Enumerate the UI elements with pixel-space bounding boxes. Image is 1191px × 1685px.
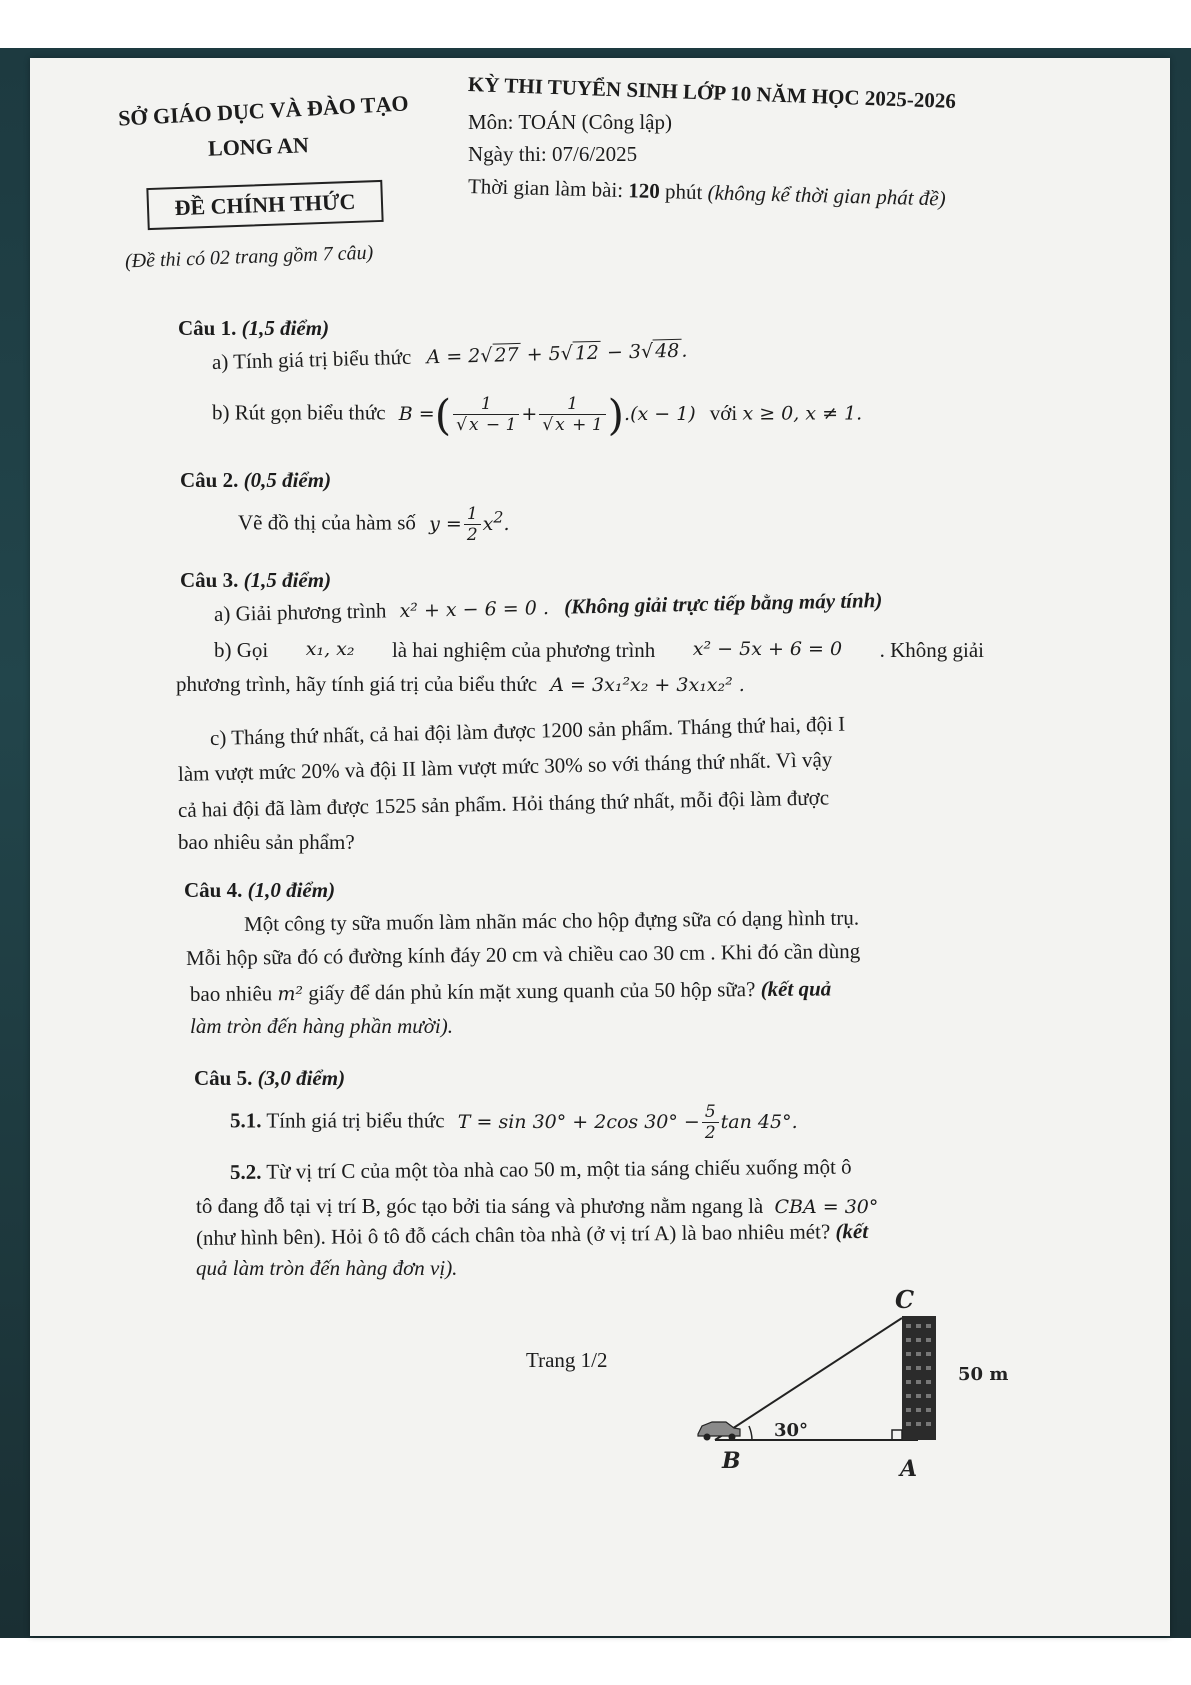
subject-text: Môn: TOÁN (Công lập) [468,110,672,134]
q5-2-label: 5.2. [229,1159,262,1184]
exam-time [468,174,946,211]
q5-points: (3,0 điểm) [257,1066,346,1090]
q1b-frac1-root: x [468,415,479,435]
q1b-condition: x ≥ 0, x ≠ 1. [742,402,863,425]
exam-subject [468,110,672,135]
q5-1-num: 5 [702,1102,719,1123]
q3b-pre: b) Gọi [214,638,269,662]
q1b-plus: + [521,402,538,425]
q3a [214,588,883,627]
q2-body [238,504,510,545]
q3-heading [180,568,331,593]
q4-line2: Mỗi hộp sữa đó có đường kính đáy 20 cm và chiều cao 30 cm . Khi đó cần dùng [185,938,861,970]
q1a-expression: A = 2√27 + 5√12 − 3√48. [426,339,688,369]
time-unit: phút [659,179,708,205]
q2-end: . [503,512,510,535]
q2-text: Vẽ đồ thị của hàm số [238,510,416,535]
official-label: ĐỀ CHÍNH THỨC [174,188,356,221]
q5-label: Câu 5. [194,1066,253,1090]
q1b-frac2-num: 1 [539,394,605,415]
q3b-equation: x² − 5x + 6 = 0 [692,638,843,660]
q5-2-note: (kết [835,1218,869,1244]
q3b-line2-text: phương trình, hãy tính giá trị của biểu thức [176,672,538,696]
exam-title: KỲ THI TUYỂN SINH LỚP 10 NĂM HỌC 2025-2026 [467,72,957,114]
q1a-A: A = 2 [426,344,481,369]
q3c-line1: c) Tháng thứ nhất, cả hai đội làm được 1200 sản phẩm. Tháng thứ hai, đội I [209,711,846,750]
q2-sup: 2 [493,507,504,527]
q5-2-line1 [230,1155,852,1185]
q1b-frac2-den: √ x + 1 [542,415,603,435]
q2-expression [429,504,510,545]
exam-paper [30,58,1170,1636]
q5-2-line3-text: (như hình bên). Hỏi ô tô đỗ cách chân tòa nhà (ở vị trí A) là bao nhiêu mét? [195,1219,831,1250]
height-label: 50 m [958,1364,1009,1385]
q3b-vars: x₁, x₂ [305,638,355,660]
q3c-line4: bao nhiêu sản phẩm? [178,830,355,854]
official-box [146,180,383,230]
q1-label: Câu 1. [178,316,237,340]
angle-arc [749,1426,752,1440]
q5-heading [194,1066,345,1091]
q4-line3 [190,976,831,1007]
q1a-root2: 12 [572,341,601,365]
q1-points: (1,5 điểm) [241,316,330,340]
department-name: SỞ GIÁO DỤC VÀ ĐÀO TẠO [117,90,410,131]
q5-1-expr: T = sin 30° + 2cos 30° − [457,1110,700,1133]
q2-heading [180,468,331,493]
q1b-frac2 [539,394,605,435]
q3c-line2: làm vượt mức 20% và đội II làm vượt mức 30% so với tháng thứ nhất. Vì vậy [177,747,833,786]
q1a-root1: 27 [492,343,521,367]
q3b-end: . Không giải [879,638,984,662]
q2-frac [464,504,481,545]
time-note: (không kể thời gian phát đề) [707,180,946,211]
angle-label: 30° [774,1420,809,1441]
q1b-frac2-tail: + 1 [566,415,603,435]
q3a-note: (Không giải trực tiếp bằng máy tính) [563,588,883,619]
q5-2-line2 [196,1194,878,1219]
q1a-text: a) Tính giá trị biểu thức [211,344,412,374]
q1b-frac1-tail: − 1 [480,415,517,435]
q4-note: (kết quả [760,976,832,1002]
q4-line4: làm tròn đến hàng phần mười). [190,1014,453,1038]
q3b-expression: A = 3x₁²x₂ + 3x₁x₂² . [550,674,745,696]
q3c-line3: cả hai đội đã làm được 1525 sản phẩm. Hỏi tháng thứ nhất, mỗi đội làm được [177,785,830,822]
q5-2-line1-text: Từ vị trí C của một tòa nhà cao 50 m, một tia sáng chiếu xuống một ô [266,1154,852,1184]
building-shape [902,1316,936,1440]
q2-points: (0,5 điểm) [243,468,332,492]
q1a-end: . [681,339,688,362]
q5-2-line2-text: tô đang đỗ tại vị trí B, góc tạo bởi tia sáng và phương nằm ngang là [196,1194,764,1218]
q2-y: y = [429,512,462,535]
q4-line3-pre: bao nhiêu [189,981,273,1006]
q1a [212,338,688,375]
right-angle-mark [892,1430,902,1440]
q2-x: x [482,512,494,535]
q2-den: 2 [466,525,478,545]
q1b-frac1 [453,394,519,435]
q1b-mult: .(x − 1) [624,402,696,425]
q5-1-text: Tính giá trị biểu thức [266,1108,445,1133]
q3-points: (1,5 điểm) [243,568,332,592]
q3b-mid: là hai nghiệm của phương trình [391,638,656,662]
q1b-frac2-root: x [555,415,565,435]
q3b-line1 [214,638,984,663]
q1a-root3: 48 [653,339,682,363]
q1b-B: B = [398,402,435,425]
time-prefix: Thời gian làm bài: [467,174,629,203]
building-figure [640,1258,1040,1488]
q1b-frac1-num: 1 [453,394,519,415]
q5-1 [230,1102,798,1143]
q5-1-den: 2 [704,1123,716,1143]
q2-num: 1 [464,504,481,525]
q1-heading [178,316,329,341]
q5-2-line4: quả làm tròn đến hàng đơn vị). [196,1256,458,1280]
q3a-equation: x² + x − 6 = 0 . [399,596,550,623]
q1a-plus: + 5 [520,342,561,366]
q3-label: Câu 3. [180,568,239,592]
time-value: 120 [628,178,661,204]
q1b-frac1-den: √ x − 1 [456,415,517,435]
page-number: Trang 1/2 [526,1348,608,1372]
q5-2-angle: CBA = 30° [774,1196,879,1218]
q4-heading [184,878,335,903]
q5-2-line3 [196,1219,868,1251]
q1b [212,390,862,439]
q5-1-label: 5.1. [230,1108,262,1133]
label-a: A [900,1456,918,1482]
q1a-minus: − 3 [600,340,642,364]
q1b-text: b) Rút gọn biểu thức [212,400,386,425]
q5-1-tail: tan 45°. [720,1110,798,1133]
q4-line3-mid: giấy để dán phủ kín mặt xung quanh của 50 hộp sữa? [308,977,756,1005]
q4-unit: m² [277,983,304,1006]
q1b-expression: B =( $\frac{1}{√ x - 1}$ + $\frac{1}{√ x + 1}$ ).(x − 1) [398,390,696,439]
q4-points: (1,0 điểm) [247,878,336,902]
q3b-line2 [176,672,745,697]
pages-note: (Đề thi có 02 trang gồm 7 câu) [124,241,374,273]
label-b: B [722,1448,741,1474]
label-c: C [895,1285,915,1314]
q4-label: Câu 4. [184,878,243,902]
q5-1-expression [457,1102,798,1143]
province-name: LONG AN [207,132,310,161]
q3a-text: a) Giải phương trình [213,598,387,626]
q5-1-frac [702,1102,719,1143]
light-ray [715,1318,902,1440]
exam-date: Ngày thi: 07/6/2025 [468,142,638,166]
q4-line1: Một công ty sữa muốn làm nhãn mác cho hộp đựng sữa có dạng hình trụ. [243,905,860,936]
q1b-with: với [709,400,738,425]
q2-label: Câu 2. [180,468,239,492]
